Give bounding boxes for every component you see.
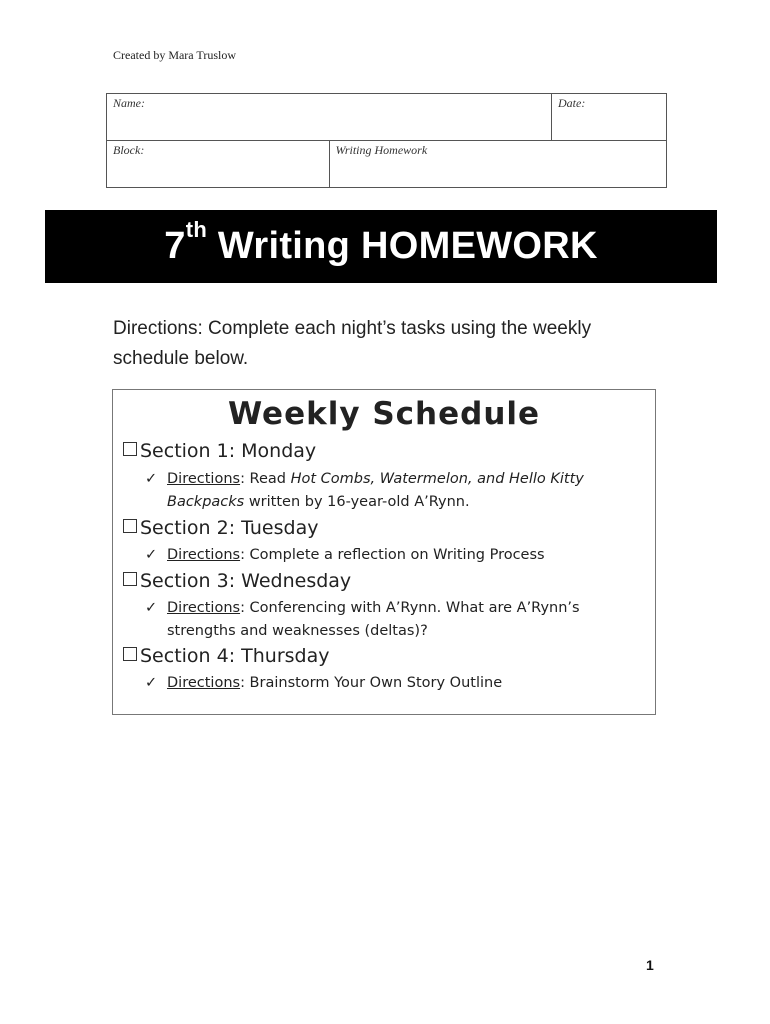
banner-title: Writing HOMEWORK [217,225,598,267]
credit-line: Created by Mara Truslow [113,48,236,62]
section-4-label: Section 4: Thursday [140,645,330,667]
checkbox-icon[interactable] [123,442,137,456]
story-title: Hot Combs, Watermelon, and Hello Kitty Backpacks [167,471,584,510]
assignment-cell [329,141,667,188]
date-cell[interactable] [552,94,667,141]
grade-number: 7 [164,225,186,267]
checkbox-icon[interactable] [123,572,137,586]
title-banner [45,210,717,283]
section-3-task [145,597,635,643]
section-2-heading[interactable] [123,517,318,539]
task-text: : Conferencing with A’Rynn. What are A’Rynn’s strengths and weaknesses (deltas)? [167,600,580,639]
task-suffix: written by 16-year-old A’Rynn. [244,494,470,510]
checkmark-icon: ✓ [145,600,158,616]
section-3-heading[interactable] [123,570,351,592]
directions-label: Directions [113,318,198,339]
name-label: Name: [113,96,145,110]
section-2-task [145,544,635,567]
checkmark-icon: ✓ [145,675,158,691]
grade-suffix: th [185,217,208,242]
task-directions-label: Directions [167,600,241,616]
page-number: 1 [646,957,654,973]
weekly-schedule-box [112,389,656,715]
section-1-task [145,468,635,514]
date-label: Date: [558,96,586,110]
task-directions-label: Directions [167,547,241,563]
checkbox-icon[interactable] [123,519,137,533]
task-text: : Complete a reflection on Writing Process [240,547,545,563]
section-2-label: Section 2: Tuesday [140,517,319,539]
student-info-table [106,93,667,188]
section-1-label: Section 1: Monday [140,440,317,462]
task-directions-label: Directions [167,471,241,487]
schedule-title: Weekly Schedule [227,396,541,432]
directions-paragraph [113,314,633,374]
block-label: Block: [113,143,145,157]
checkmark-icon: ✓ [145,471,158,487]
section-4-task [145,672,635,695]
section-3-label: Section 3: Wednesday [140,570,352,592]
directions-text: : Complete each night’s tasks using the weekly schedule below. [113,318,592,369]
task-text: : Brainstorm Your Own Story Outline [240,675,503,691]
task-directions-label: Directions [167,675,241,691]
block-cell[interactable] [107,141,330,188]
checkmark-icon: ✓ [145,547,158,563]
name-cell[interactable] [107,94,552,141]
assignment-label: Writing Homework [335,143,428,157]
checkbox-icon[interactable] [123,647,137,661]
section-1-heading[interactable] [123,440,316,462]
section-4-heading[interactable] [123,645,330,667]
task-prefix: : Read [240,471,291,487]
